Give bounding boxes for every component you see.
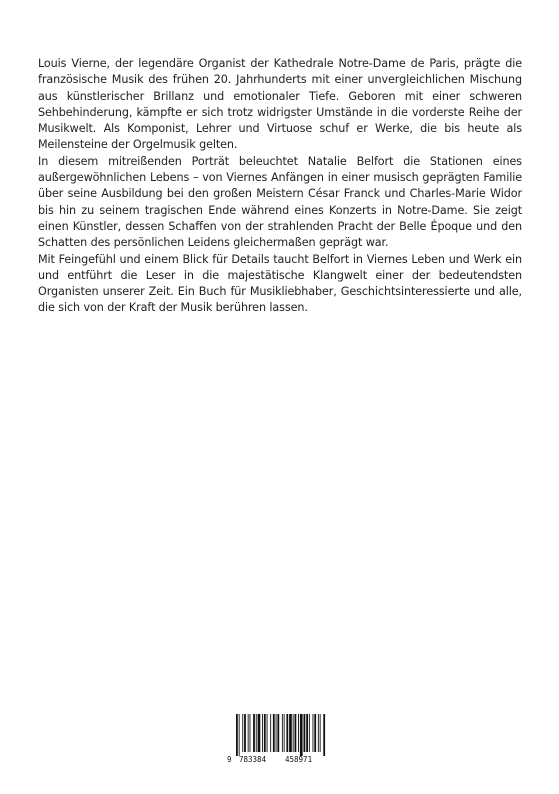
blurb-paragraph-2: In diesem mitreißenden Porträt beleuchtet Natalie Belfort die Stationen eines außergewöhnlichen Lebens – von Viernes Anfängen in einer musisch geprägten Familie über seine Ausbildung bei den großen Meistern César Franck und Charles-Marie Widor bis hin zu seinem tragischen Ende während eines Konzerts in Notre-Dame. Sie zeigt einen Künstler, dessen Schaffen von der strahlenden Pracht der Belle Époque und den Schatten des persönlichen Leidens gleichermaßen geprägt war. [38,154,522,250]
barcode-first-digit: 9 [227,755,232,764]
back-cover-blurb [38,56,522,317]
blurb-paragraph-1: Louis Vierne, der legendäre Organist der Kathedrale Notre-Dame de Paris, prägte die französische Musik des frühen 20. Jahrhunderts mit einer unvergleichlichen Mischung aus künstlerischer Brillanz und emotionaler Tiefe. Geboren mit einer schweren Sehbehinderung, kämpfte er sich trotz widrigster Umstände in die vorderste Reihe der Musikwelt. Als Komponist, Lehrer und Virtuose schuf er Werke, die bis heute als Meilensteine der Orgelmusik gelten. [38,57,522,152]
barcode-left-group: 783384 [239,755,267,764]
barcode-right-group: 458971 [285,755,313,764]
barcode-bars [236,714,325,756]
blurb-paragraph-3: Mit Feingefühl und einem Blick für Details taucht Belfort in Viernes Leben und Werk ein und entführt die Leser in die majestätische Klangwelt einer der bedeutendsten Organisten unserer Zeit. Ein Buch für Musikliebhaber, Geschichtsinteressierte und alle, die sich von der Kraft der Musik berühren lassen. [38,252,522,315]
isbn-barcode [226,712,331,764]
barcode-graphic [226,712,331,764]
